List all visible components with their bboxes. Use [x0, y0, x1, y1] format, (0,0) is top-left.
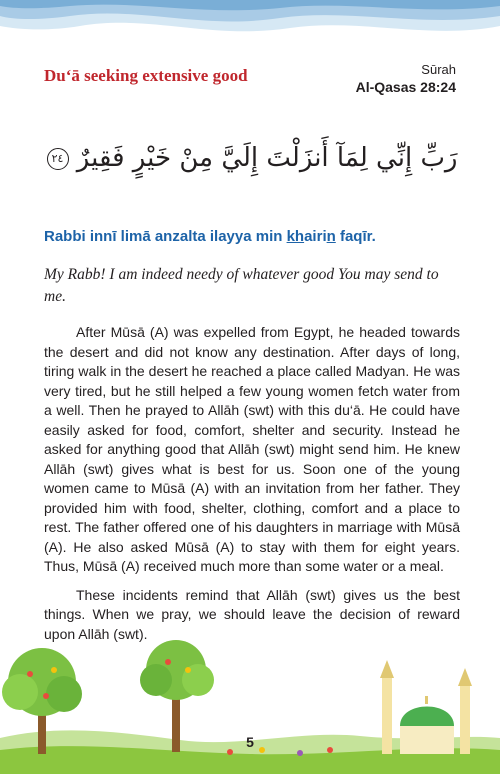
page-title: Du‘ā seeking extensive good — [44, 66, 248, 85]
surah-label: Sūrah — [421, 62, 456, 77]
arabic-verse-text: رَبِّ إِنِّي لِمَآ أَنزَلْتَ إِلَيَّ مِنْ خَيْرٍ فَقِيرٌ — [76, 143, 458, 173]
surah-ref: Al-Qasas 28:24 — [355, 79, 456, 95]
ayah-number-marker: ٢٤ — [47, 148, 69, 170]
surah-reference — [356, 62, 456, 95]
arabic-verse — [40, 128, 460, 188]
body-paragraph: These incidents remind that Allāh (swt) gives us the best things. When we pray, we should leave the decision of reward upon Allāh (swt). — [44, 586, 460, 642]
transliteration-underlined: n — [326, 228, 336, 245]
page-number: 5 — [246, 734, 254, 750]
transliteration-part: Rabbi innī limā anzalta ilayya min — [44, 228, 287, 245]
transliteration-part: airi — [304, 228, 327, 245]
transliteration-underlined: kh — [286, 228, 305, 245]
decorative-landscape — [0, 640, 500, 774]
transliteration-part: faqīr. — [335, 228, 376, 245]
body-paragraph: After Mūsā (A) was expelled from Egypt, he headed towards the desert and did not know any destination. After days of long, tiring walk in the desert he reached a place called Madyan. He was very tired, but he still helped a few young women fetch water from a well. Then he prayed to Allāh (swt) with this du‘ā. He could have easily asked for food, comfort, shelter and security. Instead he asked for anything good that Allāh (swt) might send him. He knew Allāh (swt) gives what is best for us. Soon one of the young women came to Mūsā (A) with an invitation from her father. They provided him with food, shelter, clothing, comfort and a place to rest. The father offered one of his daughters in marriage with Mūsā (A). He also asked Mūsā (A) to stay with them for eight years. Thus, Mūsā (A) received much more than some water or a meal. — [44, 324, 460, 574]
body-text — [44, 323, 460, 653]
translation: My Rabb! I am indeed needy of whatever good You may send to me. — [44, 266, 439, 305]
transliteration — [44, 228, 464, 245]
decorative-wave-band — [0, 0, 500, 52]
